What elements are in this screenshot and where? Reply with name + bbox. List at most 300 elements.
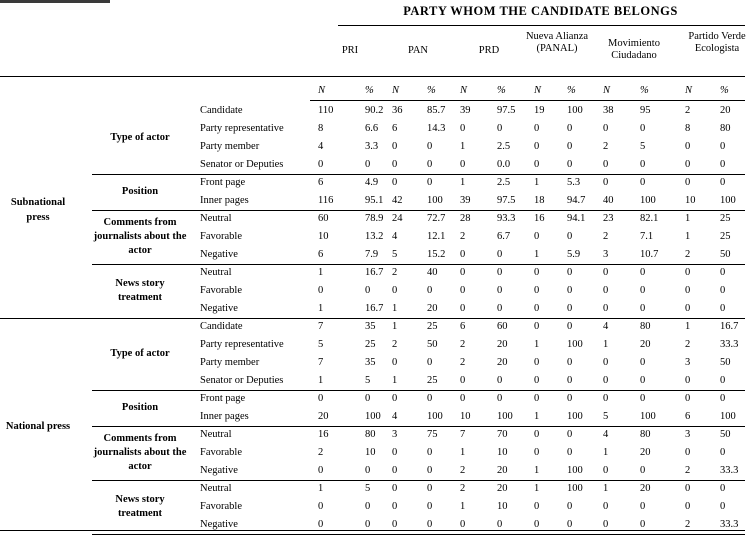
count-cell: 0 [460,519,466,530]
count-cell: 3 [603,249,609,260]
percent-cell: 0 [567,321,573,332]
percent-cell: 100 [567,411,583,422]
count-cell: 1 [534,339,540,350]
count-cell: 0 [603,393,609,404]
row-label: Party representative [200,123,284,134]
percent-cell: 100 [365,411,381,422]
count-cell: 2 [603,231,609,242]
count-cell: 4 [318,141,324,152]
percent-cell: 70 [497,429,508,440]
percent-cell: 0 [720,375,726,386]
count-cell: 0 [534,429,540,440]
party-header: PRD [478,45,500,56]
percent-cell: 0 [497,249,503,260]
percent-cell: 20 [640,447,651,458]
row-label: Neutral [200,483,232,494]
percent-cell: 0 [427,483,433,494]
row-label: Candidate [200,105,243,116]
percent-cell: 0 [720,177,726,188]
percent-cell: 0 [567,501,573,512]
row-label: Negative [200,249,238,260]
percent-cell: 12.1 [427,231,446,242]
row-label: Party member [200,357,260,368]
count-cell: 0 [603,177,609,188]
percent-cell: 0 [640,303,646,314]
percent-cell: 0 [427,447,433,458]
count-cell: 6 [318,177,324,188]
percent-cell: 5 [640,141,646,152]
percent-cell: 0 [640,465,646,476]
count-cell: 0 [392,483,398,494]
percent-cell: 0 [365,519,371,530]
percent-cell: 100 [720,195,736,206]
count-cell: 0 [603,465,609,476]
count-cell: 0 [392,447,398,458]
row-label: Neutral [200,267,232,278]
n-column-header: N [392,85,400,96]
count-cell: 3 [685,429,691,440]
percent-cell: 100 [640,195,656,206]
table-bottom-rule [0,530,745,531]
percent-cell: 0 [640,267,646,278]
percent-cell: 100 [427,195,443,206]
count-cell: 0 [392,141,398,152]
percent-cell: 15.2 [427,249,446,260]
percent-cell: 94.7 [567,195,586,206]
header-rule [338,25,745,26]
count-cell: 0 [603,123,609,134]
count-cell: 1 [318,483,324,494]
count-cell: 20 [318,411,329,422]
count-cell: 0 [534,447,540,458]
count-cell: 1 [534,483,540,494]
percent-cell: 13.2 [365,231,384,242]
percent-cell: 100 [567,465,583,476]
count-cell: 0 [460,123,466,134]
count-cell: 6 [392,123,398,134]
count-cell: 0 [392,285,398,296]
percent-cell: 10 [497,447,508,458]
percent-cell: 0.0 [497,159,511,170]
group-label: Comments from journalists about the actor [93,433,187,472]
percent-cell: 20 [497,339,508,350]
count-cell: 1 [603,447,609,458]
percent-cell: 0 [427,393,433,404]
count-cell: 0 [392,177,398,188]
count-cell: 1 [685,213,691,224]
percent-cell: 16.7 [365,303,384,314]
percent-cell: 0 [720,393,726,404]
count-cell: 2 [685,105,691,116]
count-cell: 0 [392,393,398,404]
subheader-divider [310,100,745,101]
percent-cell: 35 [365,357,376,368]
count-cell: 0 [534,393,540,404]
percent-cell: 100 [497,411,513,422]
count-cell: 6 [318,249,324,260]
percent-cell: 0 [640,519,646,530]
percent-cell: 93.3 [497,213,516,224]
count-cell: 2 [685,465,691,476]
count-cell: 1 [534,177,540,188]
count-cell: 0 [685,285,691,296]
count-cell: 7 [318,357,324,368]
percent-cell: 0 [640,177,646,188]
count-cell: 0 [685,393,691,404]
count-cell: 0 [685,447,691,458]
percent-cell: 2.5 [497,141,511,152]
count-cell: 0 [392,501,398,512]
group-label: Type of actor [110,132,170,143]
group-divider [92,174,745,175]
count-cell: 40 [603,195,614,206]
percent-cell: 10 [497,501,508,512]
count-cell: 110 [318,105,334,116]
count-cell: 2 [603,141,609,152]
n-column-header: N [534,85,542,96]
percent-cell: 72.7 [427,213,446,224]
section-label: Subnational press [10,197,66,223]
percent-cell: 5.9 [567,249,581,260]
percent-cell: 0 [497,123,503,134]
percent-cell: 10 [365,447,376,458]
count-cell: 23 [603,213,614,224]
count-cell: 116 [318,195,334,206]
percent-cell: 20 [497,357,508,368]
row-label: Negative [200,519,238,530]
count-cell: 10 [318,231,329,242]
count-cell: 38 [603,105,614,116]
count-cell: 2 [685,519,691,530]
n-column-header: N [460,85,468,96]
percent-cell: 25 [427,375,438,386]
count-cell: 10 [460,411,471,422]
count-cell: 0 [460,267,466,278]
percent-cell: 0 [497,393,503,404]
percent-column-header: % [497,85,506,96]
percent-cell: 25 [720,231,731,242]
percent-cell: 25 [720,213,731,224]
row-label: Senator or Deputies [200,159,284,170]
count-cell: 1 [603,339,609,350]
percent-cell: 20 [427,303,438,314]
count-cell: 0 [685,159,691,170]
count-cell: 0 [685,483,691,494]
count-cell: 0 [534,159,540,170]
percent-cell: 100 [427,411,443,422]
percent-cell: 20 [640,339,651,350]
row-label: Senator or Deputies [200,375,284,386]
percent-column-header: % [427,85,436,96]
percent-cell: 0 [497,303,503,314]
percent-cell: 0 [427,141,433,152]
percent-cell: 33.3 [720,465,739,476]
count-cell: 2 [460,483,466,494]
count-cell: 8 [685,123,691,134]
count-cell: 0 [685,303,691,314]
percent-cell: 0 [427,177,433,188]
count-cell: 0 [685,177,691,188]
count-cell: 2 [460,339,466,350]
count-cell: 2 [318,447,324,458]
count-cell: 0 [318,393,324,404]
percent-cell: 0 [567,375,573,386]
percent-cell: 40 [427,267,438,278]
count-cell: 7 [318,321,324,332]
count-cell: 0 [534,303,540,314]
percent-cell: 50 [720,357,731,368]
percent-cell: 0 [365,159,371,170]
percent-cell: 3.3 [365,141,379,152]
percent-cell: 0 [427,519,433,530]
count-cell: 18 [534,195,545,206]
count-cell: 1 [685,321,691,332]
count-cell: 2 [460,465,466,476]
count-cell: 3 [685,357,691,368]
count-cell: 0 [603,357,609,368]
row-label: Negative [200,465,238,476]
percent-cell: 80 [640,321,651,332]
percent-cell: 75 [427,429,438,440]
percent-cell: 0 [640,123,646,134]
percent-cell: 20 [720,105,731,116]
count-cell: 5 [603,411,609,422]
percent-cell: 25 [365,339,376,350]
count-cell: 0 [534,231,540,242]
count-cell: 10 [685,195,696,206]
percent-cell: 20 [497,483,508,494]
percent-cell: 0 [567,303,573,314]
count-cell: 42 [392,195,403,206]
row-label: Party representative [200,339,284,350]
percent-cell: 0 [567,123,573,134]
row-label: Inner pages [200,411,249,422]
group-label: News story treatment [115,278,165,303]
percent-cell: 0 [720,303,726,314]
percent-cell: 80 [365,429,376,440]
percent-cell: 0 [720,141,726,152]
percent-cell: 0 [567,429,573,440]
count-cell: 0 [460,159,466,170]
count-cell: 1 [392,375,398,386]
count-cell: 1 [318,375,324,386]
count-cell: 0 [685,267,691,278]
percent-column-header: % [567,85,576,96]
count-cell: 0 [603,375,609,386]
percent-cell: 100 [720,411,736,422]
percent-cell: 0 [567,141,573,152]
row-label: Front page [200,177,246,188]
percent-cell: 0 [567,267,573,278]
percent-cell: 25 [427,321,438,332]
percent-cell: 97.5 [497,105,516,116]
percent-cell: 10.7 [640,249,659,260]
percent-cell: 0 [365,501,371,512]
count-cell: 0 [318,501,324,512]
count-cell: 5 [318,339,324,350]
count-cell: 5 [392,249,398,260]
percent-cell: 82.1 [640,213,659,224]
group-label: Position [121,402,159,413]
percent-cell: 0 [497,267,503,278]
percent-cell: 0 [497,375,503,386]
count-cell: 0 [603,303,609,314]
percent-cell: 6.6 [365,123,379,134]
percent-cell: 0 [567,285,573,296]
row-label: Favorable [200,231,242,242]
percent-cell: 2.5 [497,177,511,188]
party-header: Movimiento Ciudadano [608,38,660,61]
count-cell: 1 [534,249,540,260]
count-cell: 0 [392,357,398,368]
percent-cell: 50 [720,429,731,440]
count-cell: 39 [460,105,471,116]
party-header: PRI [341,45,359,56]
group-label: Comments from journalists about the actor [93,217,187,256]
row-label: Negative [200,303,238,314]
percent-cell: 0 [720,447,726,458]
percent-cell: 0 [427,465,433,476]
percent-cell: 0 [640,285,646,296]
n-column-header: N [603,85,611,96]
group-divider [92,264,745,265]
row-label: Party member [200,141,260,152]
percent-cell: 0 [427,159,433,170]
count-cell: 0 [392,519,398,530]
percent-cell: 80 [720,123,731,134]
percent-cell: 0 [567,231,573,242]
count-cell: 2 [392,267,398,278]
count-cell: 1 [318,267,324,278]
count-cell: 1 [392,321,398,332]
percent-cell: 4.9 [365,177,379,188]
count-cell: 19 [534,105,545,116]
section-label: National press [5,420,71,432]
percent-cell: 50 [720,249,731,260]
count-cell: 0 [460,249,466,260]
count-cell: 39 [460,195,471,206]
percent-cell: 5 [365,483,371,494]
percent-cell: 0 [640,375,646,386]
party-header: PAN [407,45,429,56]
count-cell: 8 [318,123,324,134]
count-cell: 0 [685,141,691,152]
percent-cell: 80 [640,429,651,440]
count-cell: 1 [460,141,466,152]
count-cell: 24 [392,213,403,224]
table-title: PARTY WHOM THE CANDIDATE BELONGS [403,4,678,18]
count-cell: 2 [392,339,398,350]
percent-cell: 0 [365,465,371,476]
percent-cell: 0 [720,159,726,170]
count-cell: 0 [603,285,609,296]
percent-cell: 0 [720,501,726,512]
count-cell: 0 [460,375,466,386]
count-cell: 0 [318,159,324,170]
party-header: Partido Verde Ecologista [688,31,746,54]
count-cell: 1 [603,483,609,494]
percent-cell: 100 [567,339,583,350]
percent-cell: 14.3 [427,123,446,134]
row-label: Candidate [200,321,243,332]
group-label: Position [121,186,159,197]
count-cell: 0 [534,141,540,152]
count-cell: 0 [685,501,691,512]
count-cell: 0 [318,519,324,530]
percent-cell: 5 [365,375,371,386]
count-cell: 60 [318,213,329,224]
percent-cell: 0 [365,393,371,404]
row-label: Neutral [200,213,232,224]
percent-cell: 0 [640,357,646,368]
percent-cell: 16.7 [365,267,384,278]
count-cell: 0 [460,303,466,314]
percent-cell: 0 [427,357,433,368]
percent-cell: 0 [497,519,503,530]
count-cell: 1 [392,303,398,314]
row-label: Front page [200,393,246,404]
percent-cell: 0 [640,159,646,170]
percent-cell: 94.1 [567,213,586,224]
percent-cell: 78.9 [365,213,384,224]
count-cell: 6 [460,321,466,332]
count-cell: 2 [685,339,691,350]
count-cell: 0 [534,375,540,386]
row-label: Favorable [200,501,242,512]
count-cell: 0 [534,519,540,530]
percent-cell: 0 [720,285,726,296]
count-cell: 36 [392,105,403,116]
percent-cell: 97.5 [497,195,516,206]
percent-cell: 0 [497,285,503,296]
count-cell: 1 [460,447,466,458]
count-cell: 7 [460,429,466,440]
percent-cell: 6.7 [497,231,511,242]
count-cell: 2 [460,231,466,242]
count-cell: 0 [603,267,609,278]
count-cell: 2 [685,249,691,260]
count-cell: 1 [318,303,324,314]
header-divider [0,76,745,77]
percent-cell: 35 [365,321,376,332]
count-cell: 1 [460,501,466,512]
count-cell: 0 [318,465,324,476]
percent-cell: 0 [427,501,433,512]
count-cell: 6 [685,411,691,422]
count-cell: 16 [534,213,545,224]
count-cell: 0 [534,285,540,296]
percent-cell: 0 [567,357,573,368]
percent-cell: 0 [427,285,433,296]
percent-cell: 50 [427,339,438,350]
n-column-header: N [318,85,326,96]
percent-cell: 0 [567,519,573,530]
count-cell: 4 [392,411,398,422]
n-column-header: N [685,85,693,96]
percent-cell: 100 [640,411,656,422]
percent-cell: 0 [720,267,726,278]
count-cell: 0 [534,267,540,278]
percent-cell: 7.1 [640,231,654,242]
row-label: Inner pages [200,195,249,206]
count-cell: 28 [460,213,471,224]
percent-cell: 95 [640,105,651,116]
count-cell: 0 [603,501,609,512]
group-divider [92,480,745,481]
percent-cell: 95.1 [365,195,384,206]
row-label: Favorable [200,447,242,458]
count-cell: 0 [392,159,398,170]
